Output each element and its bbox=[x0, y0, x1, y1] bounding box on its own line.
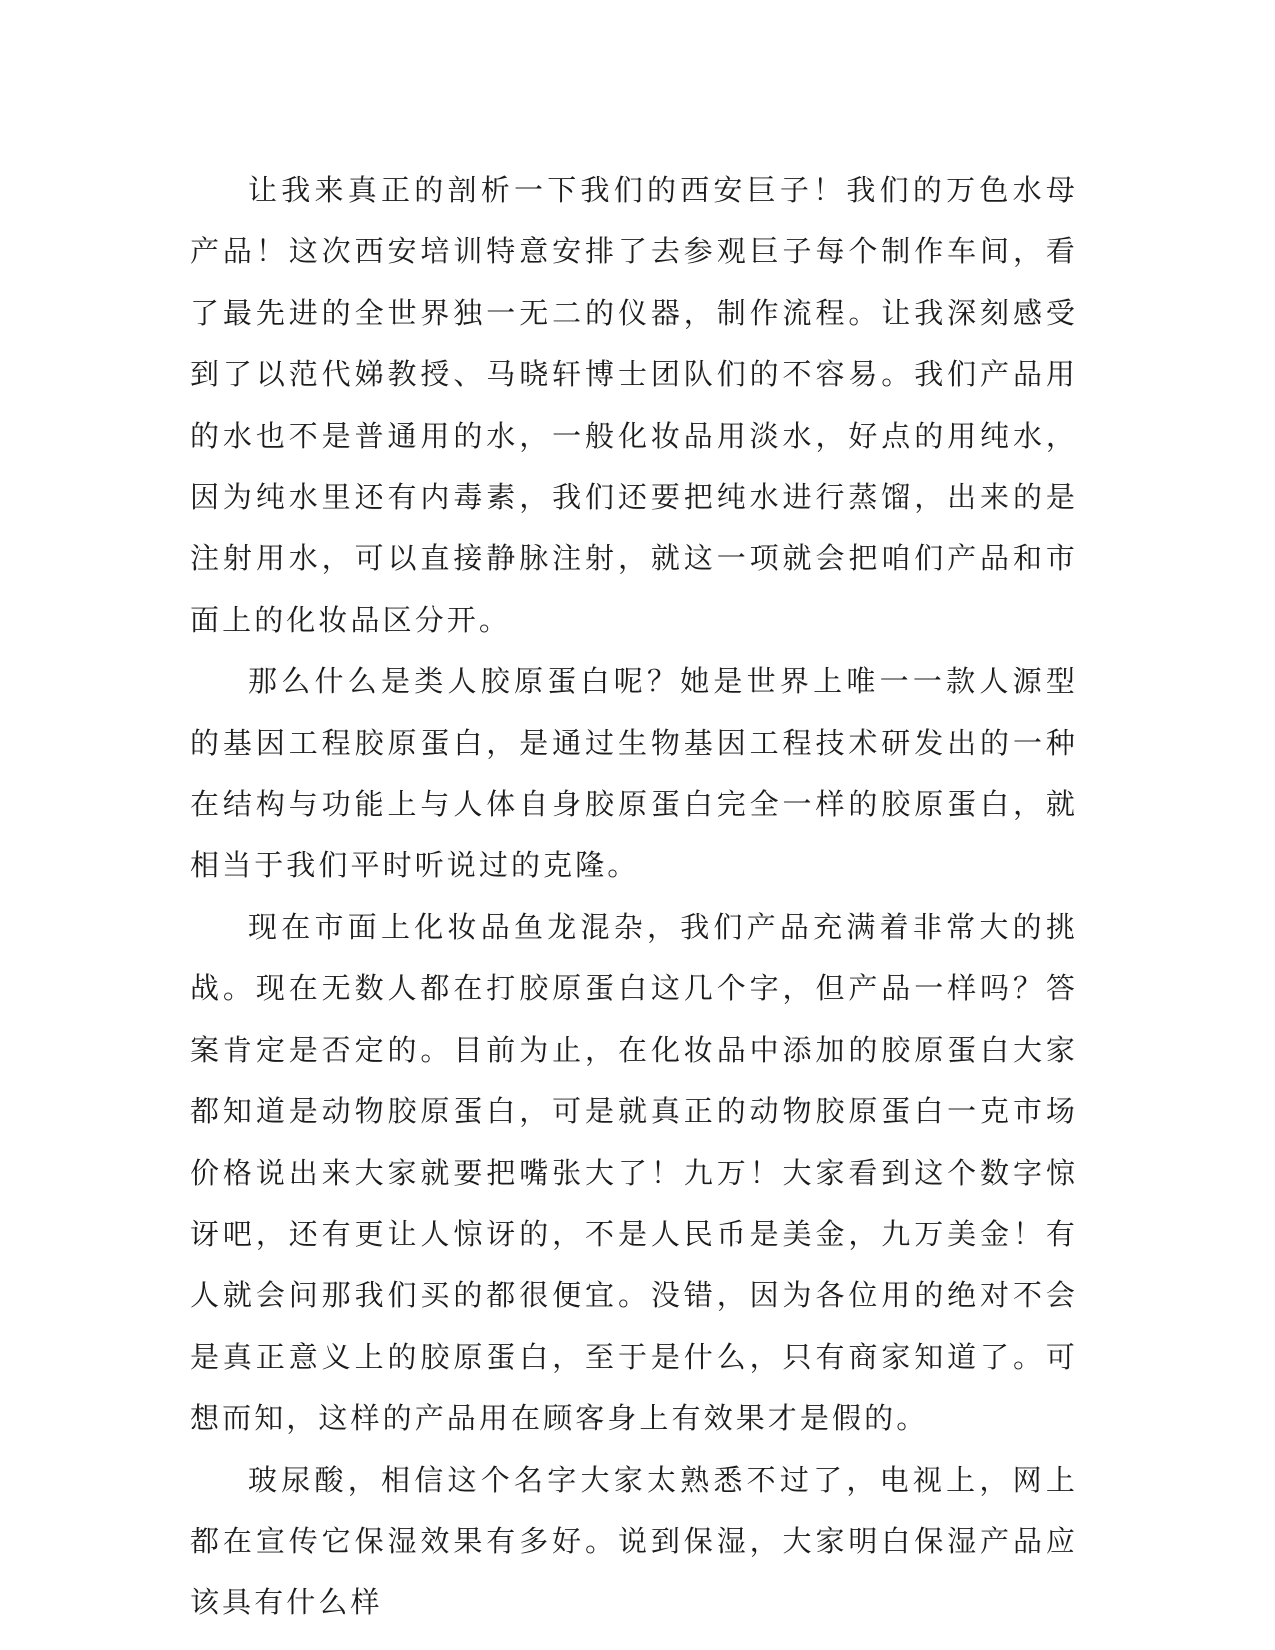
paragraph-hyaluronic-acid: 玻尿酸，相信这个名字大家太熟悉不过了，电视上，网上都在宣传它保湿效果有多好。说到保湿，大家明白保湿产品应该具有什么样 bbox=[190, 1462, 1078, 1620]
document-body bbox=[190, 160, 1078, 1634]
paragraph-market-challenge: 现在市面上化妆品鱼龙混杂，我们产品充满着非常大的挑战。现在无数人都在打胶原蛋白这几个字，但产品一样吗？答案肯定是否定的。目前为止，在化妆品中添加的胶原蛋白大家都知道是动物胶原蛋白，可是就真正的动物胶原蛋白一克市场价格说出来大家就要把嘴张大了！九万！大家看到这个数字惊讶吧，还有更让人惊讶的，不是人民币是美金，九万美金！有人就会问那我们买的都很便宜。没错，因为各位用的绝对不会是真正意义上的胶原蛋白，至于是什么，只有商家知道了。可想而知，这样的产品用在顾客身上有效果才是假的。 bbox=[190, 909, 1078, 1436]
paragraph-xian-juzi: 让我来真正的剖析一下我们的西安巨子！我们的万色水母产品！这次西安培训特意安排了去参观巨子每个制作车间，看了最先进的全世界独一无二的仪器，制作流程。让我深刻感受到了以范代娣教授、马晓轩博士团队们的不容易。我们产品用的水也不是普通用的水，一般化妆品用淡水，好点的用纯水，因为纯水里还有内毒素，我们还要把纯水进行蒸馏，出来的是注射用水，可以直接静脉注射，就这一项就会把咱们产品和市面上的化妆品区分开。 bbox=[190, 173, 1078, 637]
paragraph-human-like-collagen: 那么什么是类人胶原蛋白呢？她是世界上唯一一款人源型的基因工程胶原蛋白，是通过生物基因工程技术研发出的一种在结构与功能上与人体自身胶原蛋白完全一样的胶原蛋白，就相当于我们平时听说过的克隆。 bbox=[190, 664, 1078, 883]
